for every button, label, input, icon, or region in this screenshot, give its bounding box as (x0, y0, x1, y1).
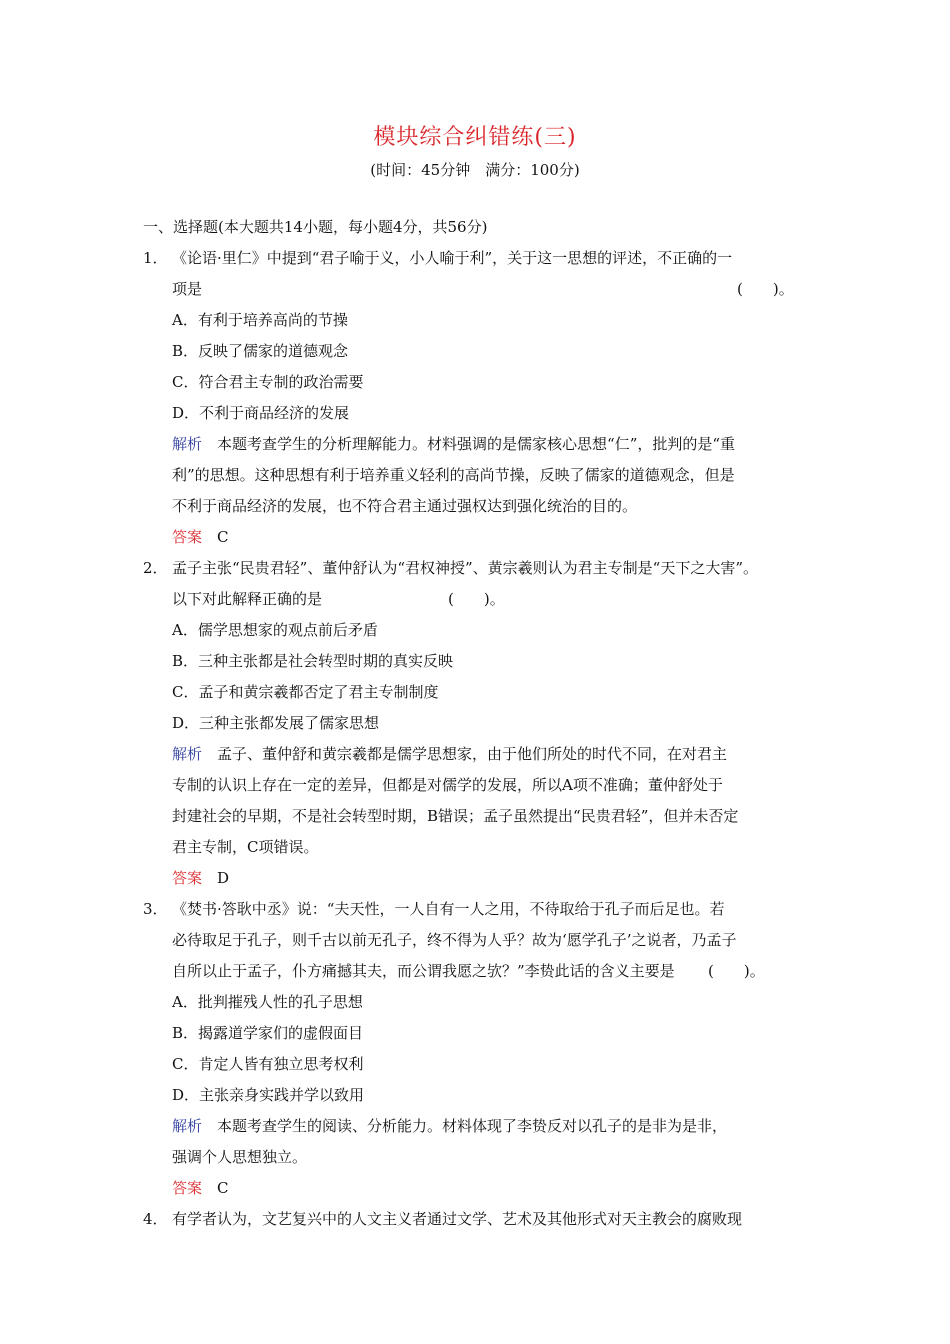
analysis-line: 不利于商品经济的发展，也不符合君主通过强权达到强化统治的目的。 (172, 497, 638, 515)
option-c: C．孟子和黄宗羲都否定了君主专制制度 (172, 683, 439, 701)
analysis-label: 解析 (172, 1117, 203, 1135)
analysis-line: 强调个人思想独立。 (172, 1148, 308, 1166)
answer-label: 答案 (172, 869, 203, 887)
option-b: B．反映了儒家的道德观念 (172, 342, 349, 360)
question-stem-line: 《论语·里仁》中提到“君子喻于义，小人喻于利”，关于这一思想的评述，不正确的一 (172, 249, 733, 267)
option-d: D．主张亲身实践并学以致用 (172, 1086, 365, 1104)
question-number: 4． (143, 1210, 168, 1228)
answer-blank: ( )。 (448, 590, 505, 608)
question-1 (143, 243, 823, 553)
option-a: A．有利于培养高尚的节操 (172, 311, 348, 329)
question-number: 3． (143, 900, 168, 918)
analysis-line: 专制的认识上存在一定的差异，但都是对儒学的发展，所以A项不准确；董仲舒处于 (172, 776, 723, 794)
question-stem-line: 《焚书·答耿中丞》说：“夫天性，一人自有一人之用，不待取给于孔子而后足也。若 (172, 900, 725, 918)
question-stem-line: 项是 (172, 280, 203, 298)
analysis-line: 孟子、董仲舒和黄宗羲都是儒学思想家，由于他们所处的时代不同，在对君主 (217, 745, 728, 763)
option-d: D．不利于商品经济的发展 (172, 404, 350, 422)
option-a: A．儒学思想家的观点前后矛盾 (172, 621, 378, 639)
option-c: C．肯定人皆有独立思考权利 (172, 1055, 364, 1073)
option-b: B．三种主张都是社会转型时期的真实反映 (172, 652, 454, 670)
option-d: D．三种主张都发展了儒家思想 (172, 714, 380, 732)
answer-value: C (217, 528, 229, 546)
answer-label: 答案 (172, 1179, 203, 1197)
analysis-label: 解析 (172, 745, 203, 763)
page-title: 模块综合纠错练(三) (373, 125, 577, 150)
analysis-line: 本题考查学生的阅读、分析能力。材料体现了李贽反对以孔子的是非为是非， (217, 1117, 728, 1135)
option-a: A．批判摧残人性的孔子思想 (172, 993, 363, 1011)
answer-blank: ( )。 (708, 962, 765, 980)
option-c: C．符合君主专制的政治需要 (172, 373, 364, 391)
question-number: 1． (143, 249, 168, 267)
question-stem-line: 以下对此解释正确的是 (172, 590, 323, 608)
page-subtitle: (时间：45分钟 满分：100分) (370, 161, 580, 179)
question-2 (143, 553, 823, 894)
analysis-line: 封建社会的早期，不是社会转型时期，B错误；孟子虽然提出“民贵君轻”，但并未否定 (172, 807, 739, 825)
answer-label: 答案 (172, 528, 203, 546)
answer-value: C (217, 1179, 229, 1197)
section-heading: 一、选择题(本大题共14小题，每小题4分，共56分) (143, 218, 488, 236)
question-number: 2． (143, 559, 168, 577)
question-stem-line: 自所以止于孟子，仆方痛撼其夫，而公谓我愿之欤？”李贽此话的含义主要是 (172, 962, 675, 980)
analysis-label: 解析 (172, 435, 203, 453)
question-stem-line: 孟子主张“民贵君轻”、董仲舒认为“君权神授”、黄宗羲则认为君主专制是“天下之大害”。 (172, 559, 759, 577)
question-stem-line: 必待取足于孔子，则千古以前无孔子，终不得为人乎？故为‘愿学孔子’之说者，乃孟子 (172, 931, 737, 949)
analysis-line: 君主专制，C项错误。 (172, 838, 319, 856)
question-stem-line: 有学者认为，文艺复兴中的人文主义者通过文学、艺术及其他形式对天主教会的腐败现 (172, 1210, 743, 1228)
analysis-line: 本题考查学生的分析理解能力。材料强调的是儒家核心思想“仁”，批判的是“重 (217, 435, 736, 453)
question-4 (143, 1204, 823, 1235)
option-b: B．揭露道学家们的虚假面目 (172, 1024, 364, 1042)
answer-value: D (217, 869, 230, 887)
answer-blank: ( )。 (737, 280, 794, 298)
document-body (143, 212, 823, 1235)
question-3 (143, 894, 823, 1204)
analysis-line: 利”的思想。这种思想有利于培养重义轻利的高尚节操，反映了儒家的道德观念，但是 (172, 466, 735, 484)
